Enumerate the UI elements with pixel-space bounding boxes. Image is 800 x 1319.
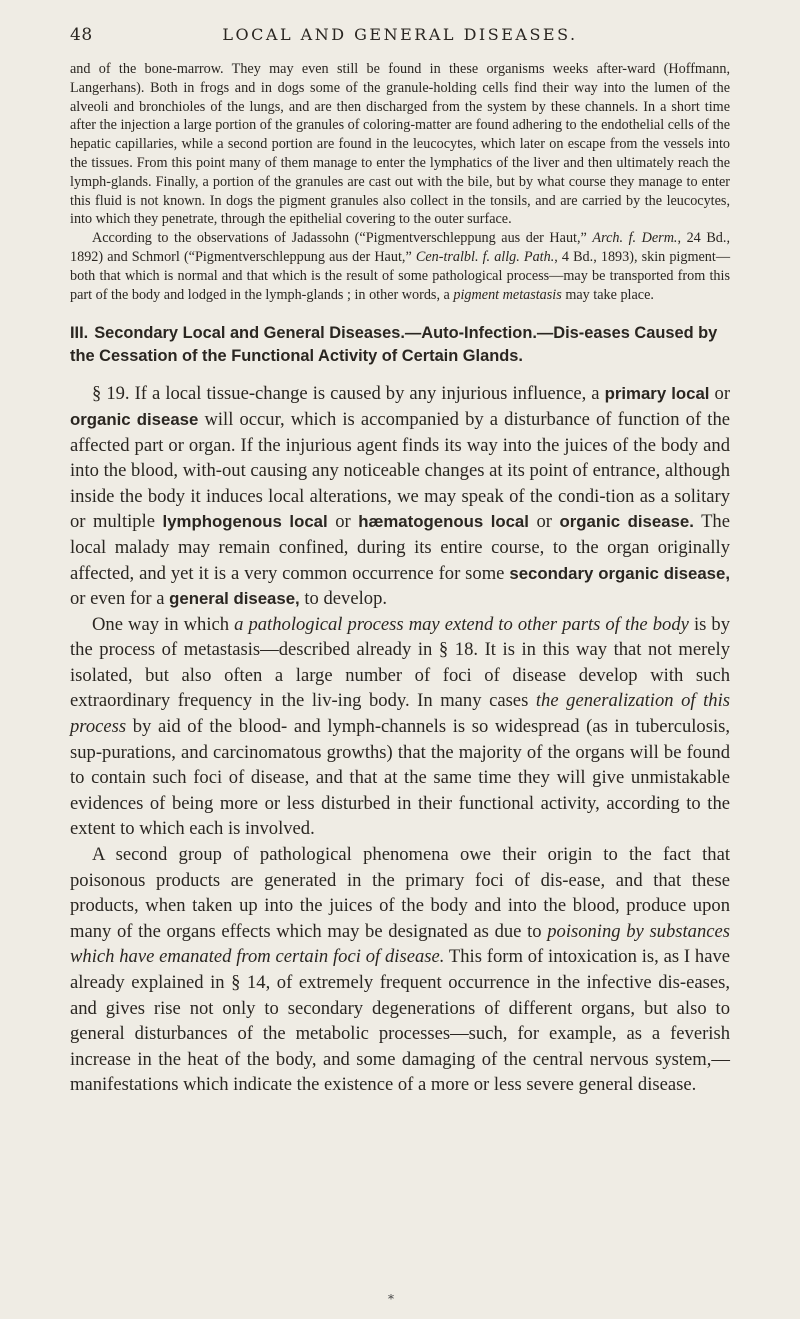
text: by aid of the blood- and lymph-channels is so widespread (as in tuberculosis, sup-purations, and carcinomatous growths) that the majority of the organs will be found to contain such foci of disease, and that at the same time they will give unmistakable evidences of being more or less disturbed in their functional activity, according to the extent to which each is involved. (70, 716, 731, 840)
running-head: LOCAL AND GENERAL DISEASES. (222, 25, 578, 44)
term-italic: the generalization of this process (70, 690, 730, 738)
term-bold: organic disease (70, 409, 199, 429)
term-bold: primary local (604, 384, 710, 404)
text: The local malady may remain confined, during its entire course, to the organ originally affected, and yet it is a very common occurrence for some (70, 511, 730, 584)
text: A second group of pathological phenomena owe their origin to the fact that poisonous products are generated in the primary foci of dis-ease, and that these products, when taken up into the juices of the body and into the blood, produce upon many of the organs effects which may be designated as due to (70, 844, 730, 942)
text: or (335, 511, 351, 533)
term-italic: pigment metastasis (453, 286, 562, 303)
citation-italic: Cen-tralbl. f. allg. Path. (415, 248, 555, 265)
term-italic: a pathological process may extend to other parts of the body (234, 613, 689, 635)
text: , 4 Bd., 1893), skin pigment—both that which is normal and that which is the result of some pathological process—may be transported from this part of the body and lodged in the lymph-glands ; in other words, a (70, 248, 731, 303)
term-bold: hæmatogenous local (358, 512, 529, 532)
paragraph-second-group (70, 842, 730, 1098)
paragraph-extension (70, 612, 730, 842)
text: may take place. (565, 286, 654, 303)
term-bold: organic disease. (559, 512, 694, 532)
text: § 19. If a local tissue-change is caused by any injurious influence, a (92, 383, 600, 405)
page-number: 48 (70, 25, 93, 45)
paragraph-19 (70, 381, 730, 611)
text: According to the observations of Jadassohn (“Pigmentverschleppung aus der Haut,” (92, 230, 587, 247)
text: is by the process of metastasis—described already in § 18. It is in this way that not merely isolated, but also often a large number of foci of disease develop with such extraordinary frequency in the liv-ing body. In many cases (70, 613, 730, 712)
text: and of the bone-marrow. They may even still be found in these organisms weeks after-ward (Hoffmann, Langerhans). Both in frogs and in dogs some of the granule-holding cells find their way into the lumen of the alveoli and bronchioles of the lungs, and are then discharged from the system by these channels. In a short time after the injection a large portion of the granules of coloring-matter are found adhering to the endothelial cells of the hepatic capillaries, while a second portion are found in the leucocytes, which later on escape from the vessels into the tissues. From this point many of them manage to enter the lymphatics of the liver and then ultimately reach the lymph-glands. Finally, a portion of the granules are cast out with the bile, but by what course they manage to enter this fluid is not known. In dogs the pigment granules also collect in the tonsils, and are carried by the leucocytes, into which they penetrate, through the epithelial covering to the outer surface. (70, 61, 730, 228)
text: will occur, which is accompanied by a disturbance of function of the affected part or organ. If the injurious agent finds its way into the juices of the body and into the blood, with-out causing any noticeable changes at its point of entrance, although inside the body it induces local alterations, we may speak of the condi-tion as a solitary or multiple (70, 408, 730, 533)
text: , 24 Bd., 1892) and Schmorl (“Pigmentverschleppung aus der Haut,” (70, 230, 730, 265)
text: or even for a (70, 588, 165, 610)
page-header (70, 0, 730, 60)
section-title: Secondary Local and General Diseases.—Auto-Infection.—Dis-eases Caused by the Cessation of the Functional Activity of Certain Glands. (70, 324, 718, 365)
term-bold: secondary organic disease, (509, 563, 731, 583)
term-italic: poisoning by substances which have emanated from certain foci of disease. (70, 920, 731, 968)
paragraph-bone-marrow (70, 60, 730, 229)
section-heading (70, 322, 730, 367)
text: or (536, 511, 552, 533)
term-bold: lymphogenous local (162, 512, 328, 532)
text: This form of intoxication is, as I have already explained in § 14, of extremely frequent occurrence in the infective dis-eases, and gives rise not only to secondary degenerations of different organs, but also to general disturbances of the metabolic processes—such, for example, as a feverish increase in the heat of the body, and some damaging of the central nervous system,—manifestations which indicate the existence of a more or less severe general disease. (70, 946, 731, 1096)
text: to develop. (304, 588, 388, 610)
text: One way in which (92, 613, 230, 635)
paragraph-jadassohn (70, 229, 730, 304)
section-number: III. (70, 324, 89, 343)
term-bold: general disease, (169, 589, 300, 609)
footer-mark: * (388, 1292, 394, 1306)
citation-italic: Arch. f. Derm. (592, 230, 678, 247)
text: or (714, 383, 731, 405)
